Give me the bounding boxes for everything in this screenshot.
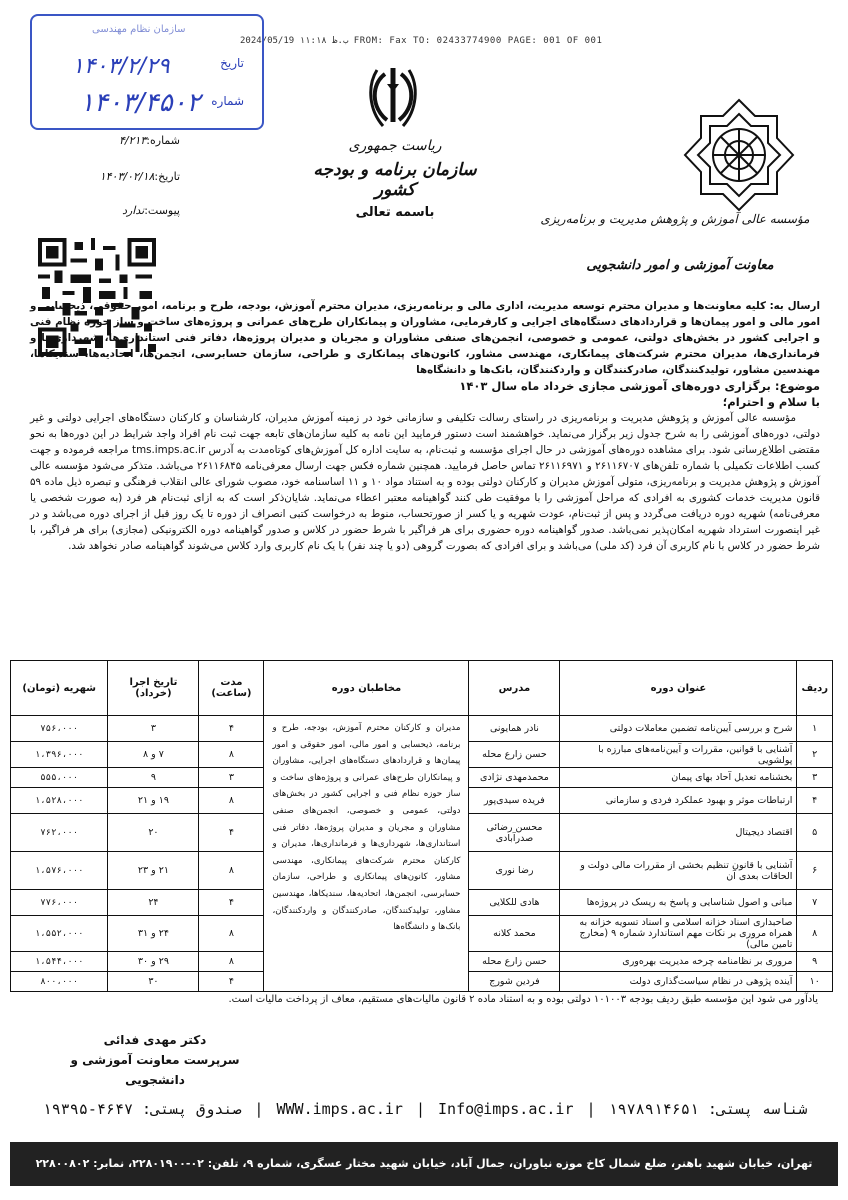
stamp-number-label: شماره: [211, 94, 244, 108]
institute-name: مؤسسه عالی آموزش و پژوهش مدیریت و برنامه‌ریزی: [540, 212, 810, 226]
course-title: ارتباطات موثر و بهبود عملکرد فردی و سازمانی: [560, 788, 797, 814]
course-duration: ۸: [199, 788, 264, 814]
website-link[interactable]: WWW.imps.ac.ir: [276, 1100, 403, 1118]
row-number: ۶: [797, 852, 833, 890]
postal-code: شناسه پستی: ۱۹۷۸۹۱۴۶۵۱: [608, 1100, 808, 1118]
course-teacher: هادی للکلایی: [469, 890, 560, 916]
course-fee: ۷۷۶،۰۰۰: [11, 890, 108, 916]
course-date: ۹: [108, 768, 199, 788]
course-teacher: محمدمهدی نژادی: [469, 768, 560, 788]
letter-attachment: پیوست:ندارد: [122, 204, 180, 217]
row-number: ۴: [797, 788, 833, 814]
course-date: ۲۰: [108, 814, 199, 852]
course-fee: ۱،۵۴۴،۰۰۰: [11, 952, 108, 972]
row-number: ۱: [797, 716, 833, 742]
ministry-header: [305, 138, 485, 200]
header-teacher: مدرس: [469, 661, 560, 716]
course-duration: ۸: [199, 916, 264, 952]
address-bar: تهران، خیابان شهید باهنر، ضلع شمال کاخ موزه نیاوران، جمال آباد، خیابان شهید مختار عسگری، شماره ۹، تلفن: ۰۲-۲۲۸۰۱۹۰۰، نمابر: ۲۲۸۰۰۸۰۲: [10, 1142, 838, 1186]
email-link[interactable]: Info@imps.ac.ir: [438, 1100, 574, 1118]
letter-date: تاریخ:۱۴۰۳/۰۲/۱۸: [99, 170, 180, 183]
course-fee: ۷۵۶،۰۰۰: [11, 716, 108, 742]
course-teacher: حسن زارع محله: [469, 742, 560, 768]
letter-number: شماره:۴/۲۱۳: [118, 134, 180, 147]
header-title: عنوان دوره: [560, 661, 797, 716]
course-duration: ۸: [199, 852, 264, 890]
course-duration: ۴: [199, 890, 264, 916]
header-fee: شهریه (تومان): [11, 661, 108, 716]
course-title: صاحبداری اسناد خزانه اسلامی و اسناد تسویه خزانه به همراه مروری بر نکات مهم استاندارد شماره ۹ (مخارج تامین مالی): [560, 916, 797, 952]
po-box: صندوق پستی: ۴۶۴۷-۱۹۳۹۵: [42, 1100, 242, 1118]
row-number: ۵: [797, 814, 833, 852]
course-fee: ۵۵۵،۰۰۰: [11, 768, 108, 788]
signer-title: سرپرست معاونت آموزشی و دانشجویی: [70, 1053, 240, 1087]
course-title: مروری بر نظامنامه چرخه مدیریت بهره‌وری: [560, 952, 797, 972]
course-date: ۷ و ۸: [108, 742, 199, 768]
contact-line: صندوق پستی: ۴۶۴۷-۱۹۳۹۵ | WWW.imps.ac.ir | Info@imps.ac.ir | شناسه پستی: ۱۹۷۸۹۱۴۶۵۱: [42, 1100, 808, 1118]
recipients: ارسال به: کلیه معاونت‌ها و مدیران محترم توسعه مدیریت، اداری مالی و برنامه‌ریزی، مدیران محترم آموزش، بودجه، طرح و برنامه، امور حقوقی، ذیحسابی و امور مالی و امور پیمان‌ها و قراردادهای دستگاه‌های اجرایی و کارفرمایی، مشاوران و پیمانکاران طرح‌های عمرانی و پروژه‌های ساخت و ساز حوزه نظام فنی و اجرایی کشور در بخش‌های دولتی، عمومی و خصوصی، انجمن‌های صنفی مشاوران و مجریان و مدیران پروژه‌ها، دفاتر فنی استانداری‌ها، شهرداری‌ها و فرمانداری‌ها، مدیران محترم شرکت‌های پیمانکاری، مهندسی مشاور، کانون‌های پیمانکاری و طراحی، سازمان حسابرسی، انجمن‌ها، اتحادیه‌ها، سندیکاها، مهندسین مشاور، تولیدکنندگان، صادرکنندگان و واردکنندگان، بانک‌ها و دانشگاه‌ها: [30, 300, 820, 376]
course-duration: ۴: [199, 716, 264, 742]
stamp-number: ۱۴۰۳/۴۵۰۲: [80, 88, 201, 118]
row-number: ۷: [797, 890, 833, 916]
table-header-row: [11, 661, 833, 716]
course-teacher: فردین شورج: [469, 972, 560, 992]
course-duration: ۸: [199, 952, 264, 972]
header-row-number: ردیف: [797, 661, 833, 716]
course-table: [10, 660, 833, 992]
course-fee: ۱،۵۵۲،۰۰۰: [11, 916, 108, 952]
course-teacher: حسن زارع محله: [469, 952, 560, 972]
fax-header: 2024/05/19 ب.ظ ۱۱:۱۸ FROM: Fax TO: 02433774900 PAGE: 001 OF 001: [240, 36, 603, 46]
presidency-text: ریاست جمهوری: [348, 138, 442, 154]
course-title: اقتصاد دیجیتال: [560, 814, 797, 852]
course-teacher: فریده سیدی‌پور: [469, 788, 560, 814]
course-date: ۲۴: [108, 890, 199, 916]
course-fee: ۱،۳۹۶،۰۰۰: [11, 742, 108, 768]
stamp-org: سازمان نظام مهندسی: [92, 24, 186, 35]
course-teacher: محسن رضائی صدرآبادی: [469, 814, 560, 852]
course-date: ۲۱ و ۲۳: [108, 852, 199, 890]
header-audience: مخاطبان دوره: [264, 661, 469, 716]
course-duration: ۴: [199, 814, 264, 852]
course-duration: ۳: [199, 768, 264, 788]
signer-name: دکتر مهدی فدائی: [103, 1033, 207, 1047]
stamp-date-label: تاریخ: [220, 56, 244, 70]
course-title: آینده پژوهی در نظام سیاست‌گذاری دولت: [560, 972, 797, 992]
row-number: ۱۰: [797, 972, 833, 992]
course-fee: ۱،۵۲۸،۰۰۰: [11, 788, 108, 814]
course-title: بخشنامه تعدیل آحاد بهای پیمان: [560, 768, 797, 788]
basmeh-tala: باسمه تعالی: [355, 205, 435, 220]
course-title: مبانی و اصول شناسایی و پاسخ به ریسک در پروژه‌ها: [560, 890, 797, 916]
course-teacher: محمد کلانه: [469, 916, 560, 952]
signature-block: [70, 1030, 240, 1090]
course-date: ۲۴ و ۳۱: [108, 916, 199, 952]
course-fee: ۷۶۲،۰۰۰: [11, 814, 108, 852]
subject: موضوع: برگزاری دوره‌های آموزشی مجازی خرداد ماه سال ۱۴۰۳: [459, 379, 820, 393]
course-date: ۱۹ و ۲۱: [108, 788, 199, 814]
letter-body: [30, 298, 820, 554]
row-number: ۸: [797, 916, 833, 952]
course-fee: ۸۰۰،۰۰۰: [11, 972, 108, 992]
row-number: ۲: [797, 742, 833, 768]
course-date: ۳۰: [108, 972, 199, 992]
course-audience: مدیران و کارکنان محترم آموزش، بودجه، طرح و برنامه، ذیحسابی و امور مالی، امور حقوقی و امور پیمان‌ها و قراردادهای دستگاه‌های اجرایی، مشاوران و پیمانکاران طرح‌های عمرانی و پروژه‌های ساخت و ساز حوزه نظام فنی و اجرایی کشور در بخش‌های دولتی، عمومی و خصوصی، انجمن‌های صنفی مشاوران و مجریان و مدیران پروژه‌ها، دفاتر فنی استانداری‌ها، شهرداری‌ها و فرمانداری‌ها، مدیران و کارکنان محترم شرکت‌های پیمانکاری، مهندسی مشاور، کانون‌های پیمانکاری و طراحی، سازمان حسابرسی، انجمن‌ها، اتحادیه‌ها، سندیکاها، مهندسین مشاور، تولیدکنندگان، صادرکنندگان و واردکنندگان، بانک‌ها و دانشگاه‌ها: [264, 716, 469, 992]
course-date: ۲۹ و ۳۰: [108, 952, 199, 972]
tax-footnote: یادآور می شود این مؤسسه طبق ردیف بودجه ۱۰۱۰۰۳ دولتی بوده و به استناد ماده ۲ قانون مالیات‌های مستقیم، معاف از پرداخت مالیات است.: [228, 994, 818, 1005]
header-duration: مدت (ساعت): [199, 661, 264, 716]
stamp-date: ۱۴۰۳/۲/۲۹: [72, 54, 170, 79]
course-duration: ۴: [199, 972, 264, 992]
deputy-name: معاونت آموزشی و امور دانشجویی: [586, 258, 774, 273]
body-paragraph: مؤسسه عالی آموزش و پژوهش مدیریت و برنامه‌ریزی در راستای رسالت تکلیفی و سازمانی خود در زمینه آموزش مدیران، کارشناسان و کارکنان دستگاه‌های اجرایی دولتی و غیر دولتی، دوره‌های آموزشی را به شرح جدول زیر برگزار می‌نماید. خواهشمند است دستور فرمایید این نامه به کلیه سازمان‌های تابعه جهت ثبت نام افراد واجد شرایط در این دوره‌ها به نحو مقتضی اطلاع‌رسانی شود. برای مشاهده دوره‌های آموزشی در حال اجرای مؤسسه و ثبت‌نام، به سایت اداره کل آموزش‌های کوتاه‌مدت به آدرس tms.imps.ac.ir مراجعه فرموده و جهت کسب اطلاعات تکمیلی با شماره تلفن‌های ۲۶۱۱۶۷۰۷ و ۲۶۱۱۶۹۷۱ تماس حاصل فرمایید. همچنین شماره فکس جهت ارسال معرفی‌نامه ۲۶۱۱۶۸۴۵ می‌باشد. متذکر می‌شود مؤسسه عالی آموزش و پژوهش مدیریت و برنامه‌ریزی، متولی آموزش مدیران و کارکنان دولتی بوده و به استناد مواد ۱۰ و ۱۱ اساسنامه خود، مصوب شورای عالی انقلاب فرهنگی و تبصره ذیل ماده ۵۹ قانون مدیریت خدمات کشوری به افرادی که مراحل آموزشی را با موفقیت طی کنند گواهینامه معتبر اعطاء می‌نماید. شایان‌ذکر است که به ازای ثبت‌نام هر فرد (به صورت شخصی یا معرفی‌نامه) شهریه دوره دریافت می‌گردد و پس از ثبت‌نام، عودت شهریه و یا کسر از صورتحساب، منوط به درخواست کتبی انصراف از دوره تا یک روز قبل از اجرای دوره می‌باشد و در غیر اینصورت استرداد شهریه امکان‌پذیر نمی‌باشد. صدور گواهینامه دوره حضوری برای هر فراگیر با شرط حضور در کلاس و صدور گواهینامه دوره الکترونیکی (مجازی) برای هر فراگیر، با شرط حضور در کلاس با نام کاربری آن فرد (کد ملی) می‌باشد و برای افرادی که بصورت گروهی (دو یا چند نفر) با یک نام کاربری وارد کلاس می‌شوند گواهینامه صادر نخواهد شد.: [30, 412, 821, 552]
course-teacher: رضا نوری: [469, 852, 560, 890]
course-title: آشنایی با قوانین، مقررات و آیین‌نامه‌های مبارزه با پولشویی: [560, 742, 797, 768]
course-teacher: نادر همایونی: [469, 716, 560, 742]
row-number: ۹: [797, 952, 833, 972]
institute-logo-icon: [680, 96, 798, 214]
emblem-icon: [365, 62, 421, 132]
header-date: تاریخ اجرا (خرداد): [108, 661, 199, 716]
course-date: ۳: [108, 716, 199, 742]
table-row: [11, 716, 833, 742]
organization-text: سازمان برنامه و بودجه کشور: [313, 160, 477, 200]
row-number: ۳: [797, 768, 833, 788]
course-title: آشنایی با قانون تنظیم بخشی از مقررات مالی دولت و الحاقات بعدی آن: [560, 852, 797, 890]
received-stamp: [30, 14, 264, 130]
greeting: با سلام و احترام؛: [722, 395, 820, 409]
course-fee: ۱،۵۷۶،۰۰۰: [11, 852, 108, 890]
course-duration: ۸: [199, 742, 264, 768]
course-title: شرح و بررسی آیین‌نامه تضمین معاملات دولتی: [560, 716, 797, 742]
